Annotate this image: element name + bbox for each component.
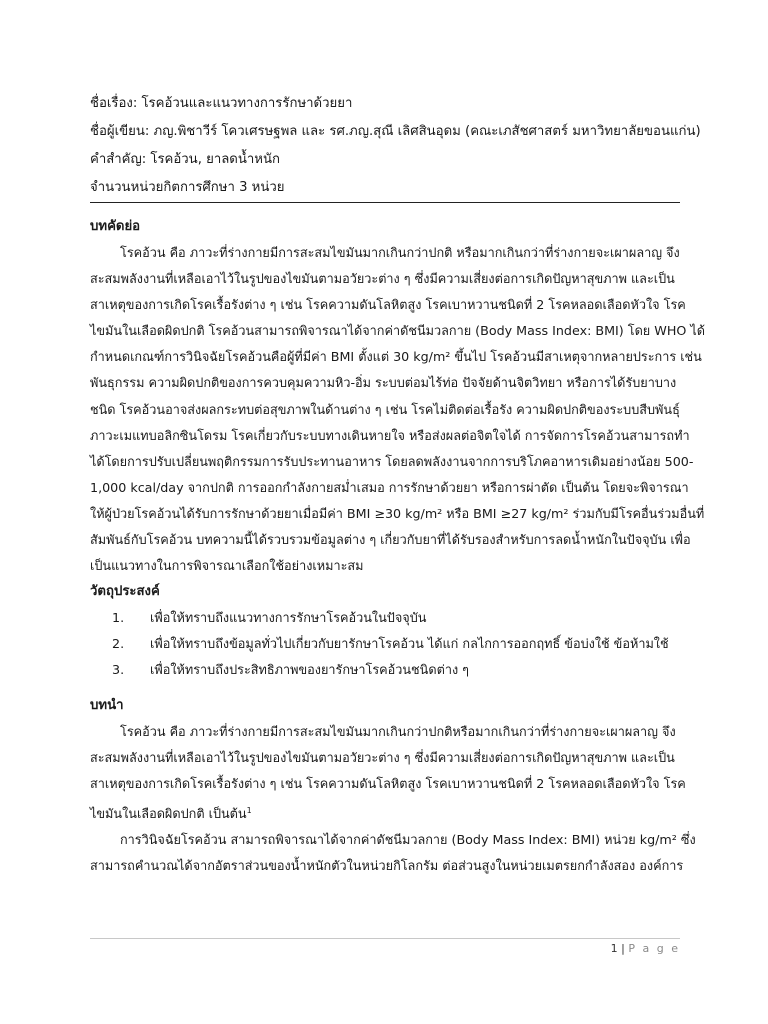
introduction-heading: บทนำ	[90, 698, 124, 714]
list-item-number: 2.	[112, 636, 125, 652]
abstract-line: ไขมันในเลือดผิดปกติ โรคอ้วนสามารถพิจารณาได้จากค่าดัชนีมวลกาย (Body Mass Index: BMI) โดย WHO ได้	[90, 323, 706, 339]
document-header	[90, 90, 701, 202]
list-item-text: เพื่อให้ทราบถึงข้อมูลทั่วไปเกี่ยวกับยารักษาโรคอ้วน ได้แก่ กลไกการออกฤทธิ์ ข้อบ่งใช้ ข้อห้ามใช้	[150, 636, 669, 652]
abstract-line: 1,000 kcal/day จากปกติ การออกกำลังกายสม่ำเสมอ การรักษาด้วยยา หรือการผ่าตัด เป็นต้น โดยจะพิจารณา	[90, 479, 689, 495]
abstract-line: ภาวะเมแทบอลิกซินโดรม โรคเกี่ยวกับระบบทางเดินหายใจ หรือส่งผลต่อจิตใจได้ การจัดการโรคอ้วนสามารถทำ	[90, 427, 690, 443]
keywords-line: คำสำคัญ: โรคอ้วน, ยาลดน้ำหนัก	[90, 152, 280, 167]
abstract-line: พันธุกรรม ความผิดปกติของการควบคุมความหิว-อิ่ม ระบบต่อมไร้ท่อ ปัจจัยด้านจิตวิทยา หรือการได้รับยาบาง	[90, 375, 677, 391]
list-item-number: 3.	[112, 662, 125, 678]
intro-line-text: ไขมันในเลือดผิดปกติ เป็นต้น	[90, 805, 247, 821]
abstract-line: สะสมพลังงานที่เหลือเอาไว้ในรูปของไขมันตามอวัยวะต่าง ๆ ซึ่งมีความเสี่ยงต่อการเกิดปัญหาสุขภาพ และเป็น	[90, 271, 675, 287]
abstract-heading: บทคัดย่อ	[90, 219, 141, 234]
introduction-paragraph-2	[90, 827, 696, 879]
page-footer	[611, 942, 680, 955]
reference-superscript: 1	[246, 805, 252, 815]
introduction-paragraph-1	[90, 719, 686, 827]
list-item-text: เพื่อให้ทราบถึงประสิทธิภาพของยารักษาโรคอ้วนชนิดต่าง ๆ	[150, 662, 469, 678]
abstract-line: โรคอ้วน คือ ภาวะที่ร่างกายมีการสะสมไขมันมากเกินกว่าปกติ หรือมากเกินกว่าที่ร่างกายจะเผาผลาญ จึง	[120, 245, 680, 260]
list-item	[90, 631, 680, 657]
list-item-number: 1.	[112, 610, 125, 626]
document-body	[90, 214, 706, 879]
abstract-line: สาเหตุของการเกิดโรคเรื้อรังต่าง ๆ เช่น โรคความดันโลหิตสูง โรคเบาหวานชนิดที่ 2 โรคหลอดเลือดหัวใจ โรค	[90, 297, 686, 313]
intro-line: สะสมพลังงานที่เหลือเอาไว้ในรูปของไขมันตามอวัยวะต่าง ๆ ซึ่งมีความเสี่ยงต่อการเกิดปัญหาสุขภาพ และเป็น	[90, 750, 675, 766]
title-line: ชื่อเรื่อง: โรคอ้วนและแนวทางการรักษาด้วยยา	[90, 96, 353, 111]
header-divider	[90, 202, 680, 203]
intro-line	[90, 798, 680, 827]
objectives-list	[90, 605, 680, 683]
abstract-line: ชนิด โรคอ้วนอาจส่งผลกระทบต่อสุขภาพในด้านต่าง ๆ เช่น โรคไม่ติดต่อเรื้อรัง ความผิดปกติของระบบสืบพันธุ์	[90, 401, 680, 417]
intro-line: การวินิจฉัยโรคอ้วน สามารถพิจารณาได้จากค่าดัชนีมวลกาย (Body Mass Index: BMI) หน่วย kg/m² ซึ่ง	[120, 831, 696, 847]
intro-line: สามารถคำนวณได้จากอัตราส่วนของน้ำหนักตัวในหน่วยกิโลกรัม ต่อส่วนสูงในหน่วยเมตรยกกำลังสอง องค์การ	[90, 857, 684, 873]
abstract-paragraph	[90, 240, 706, 579]
abstract-line: สัมพันธ์กับโรคอ้วน บทความนี้ได้รวบรวมข้อมูลต่าง ๆ เกี่ยวกับยาที่ได้รับรองสำหรับการลดน้ำหนักในปัจจุบัน เพื่อ	[90, 532, 691, 548]
list-item	[90, 605, 680, 631]
intro-line: สาเหตุของการเกิดโรคเรื้อรังต่าง ๆ เช่น โรคความดันโลหิตสูง โรคเบาหวานชนิดที่ 2 โรคหลอดเลือดหัวใจ โรค	[90, 776, 686, 792]
intro-line: โรคอ้วน คือ ภาวะที่ร่างกายมีการสะสมไขมันมากเกินกว่าปกติหรือมากเกินกว่าที่ร่างกายจะเผาผลาญ จึง	[120, 724, 676, 740]
abstract-line: เป็นแนวทางในการพิจารณาเลือกใช้อย่างเหมาะสม	[90, 558, 364, 574]
abstract-line: ให้ผู้ป่วยโรคอ้วนได้รับการรักษาด้วยยาเมื่อมีค่า BMI ≥30 kg/m² หรือ BMI ≥27 kg/m² ร่วมกับมีโรคอื่นร่วมอื่นที่	[90, 505, 705, 521]
abstract-line: กำหนดเกณฑ์การวินิจฉัยโรคอ้วนคือผู้ที่มีค่า BMI ตั้งแต่ 30 kg/m² ขึ้นไป โรคอ้วนมีสาเหตุจากหลายประการ เช่น	[90, 349, 702, 365]
credits-line: จำนวนหน่วยกิตการศึกษา 3 หน่วย	[90, 180, 285, 195]
page-number: 1	[610, 942, 618, 955]
abstract-line: ได้โดยการปรับเปลี่ยนพฤติกรรมการรับประทานอาหาร โดยลดพลังงานจากการบริโภคอาหารเดิมอย่างน้อย 500-	[90, 453, 694, 469]
page-label: P a g e	[628, 942, 680, 955]
footer-divider	[90, 938, 680, 939]
author-line: ชื่อผู้เขียน: ภญ.พิชาวีร์ โควเศรษฐพล และ รศ.ภญ.สุณี เลิศสินอุดม (คณะเภสัชศาสตร์ มหาวิทยาลัยขอนแก่น)	[90, 124, 701, 139]
list-item	[90, 657, 680, 683]
list-item-text: เพื่อให้ทราบถึงแนวทางการรักษาโรคอ้วนในปัจจุบัน	[150, 610, 427, 626]
page-separator: |	[621, 942, 625, 955]
objectives-heading: วัตถุประสงค์	[90, 584, 160, 600]
